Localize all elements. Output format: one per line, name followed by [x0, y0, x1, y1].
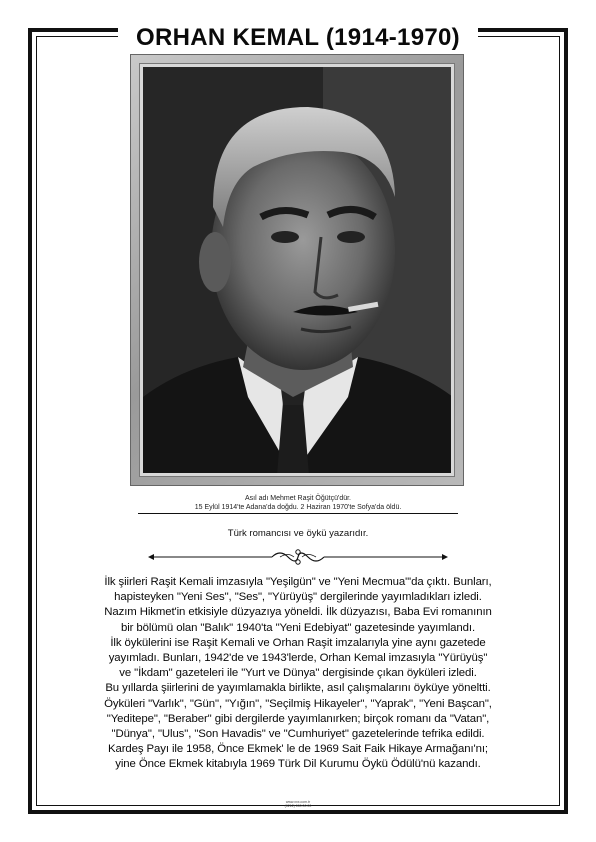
bio-line: bir bölümü olan "Balık" 1940'ta "Yeni Edebiyat" gazetesinde yayımlandı. [120, 621, 476, 634]
publisher-footer [248, 800, 348, 808]
bio-line: yine Önce Ekmek kitabıyla 1969 Türk Dil Kurumu Öykü Ödülü'nü kazandı. [115, 758, 481, 771]
bio-line: İlk öykülerini ise Raşit Kemali ve Orhan Raşit imzalarıyla yine aynı gazetede [110, 636, 486, 649]
bio-line: Nazım Hikmet'in etkisiyle düzyazıya yöneldi. İlk düzyazısı, Baba Evi romanının [104, 606, 492, 619]
bio-line: yayımladı. Bunları, 1942'de ve 1943'lerde, Orhan Kemal imzasıyla "Yürüyüş" [108, 652, 488, 665]
footer-line-2: (0212) 000 00 00 [284, 804, 312, 808]
caption-line-1: Asıl adı Mehmet Raşit Öğütçü'dür. [245, 495, 351, 502]
bio-line: Öyküleri "Varlık", "Gün", "Yığın", "Seçilmiş Hikayeler", "Yaprak", "Yeni Başcan", [104, 697, 492, 710]
photo-frame [130, 54, 464, 486]
caption-line-2: 15 Eylül 1914'te Adana'da doğdu. 2 Haziran 1970'te Sofya'da öldü. [138, 503, 458, 514]
page-title: ORHAN KEMAL (1914-1970) [118, 18, 478, 58]
portrait-photo [143, 67, 451, 473]
portrait-illustration-icon [143, 67, 451, 473]
subtitle: Türk romancısı ve öykü yazarıdır. [227, 528, 369, 539]
bio-line: ve "İkdam" gazeteleri ile "Yurt ve Dünya" dergisinde çıkan öyküleri izledi. [119, 667, 477, 680]
bio-line: "Dünya", "Ulus", "Son Havadis" ve "Cumhuriyet" gazetelerinde tefrika edildi. [111, 728, 485, 741]
bio-line: hapisteyken "Yeni Ses", "Ses", "Yürüyüş" dergilerinde yayımladıkları izledi. [114, 591, 482, 604]
bio-line: İlk şiirleri Raşit Kemali imzasıyla "Yeşilgün" ve "Yeni Mecmua"'da çıktı. Bunları, [104, 576, 492, 588]
footer-line-1: www.xxx.com.tr [285, 800, 311, 804]
biography-text [46, 575, 550, 773]
bio-line: "Yeditepe", "Beraber" gibi dergilerde yayımlanırken; birçok romanı da "Vatan", [106, 712, 490, 725]
photo-caption [138, 494, 458, 514]
ornament-divider-icon [148, 548, 448, 566]
bio-line: Bu yıllarda şiirlerini de yayımlamakla birlikte, asıl çalışmalarını öyküye yöneltti. [105, 682, 491, 695]
bio-line: Kardeş Payı ile 1958, Önce Ekmek' le de 1969 Sait Faik Hikaye Armağanı'nı; [107, 743, 488, 756]
